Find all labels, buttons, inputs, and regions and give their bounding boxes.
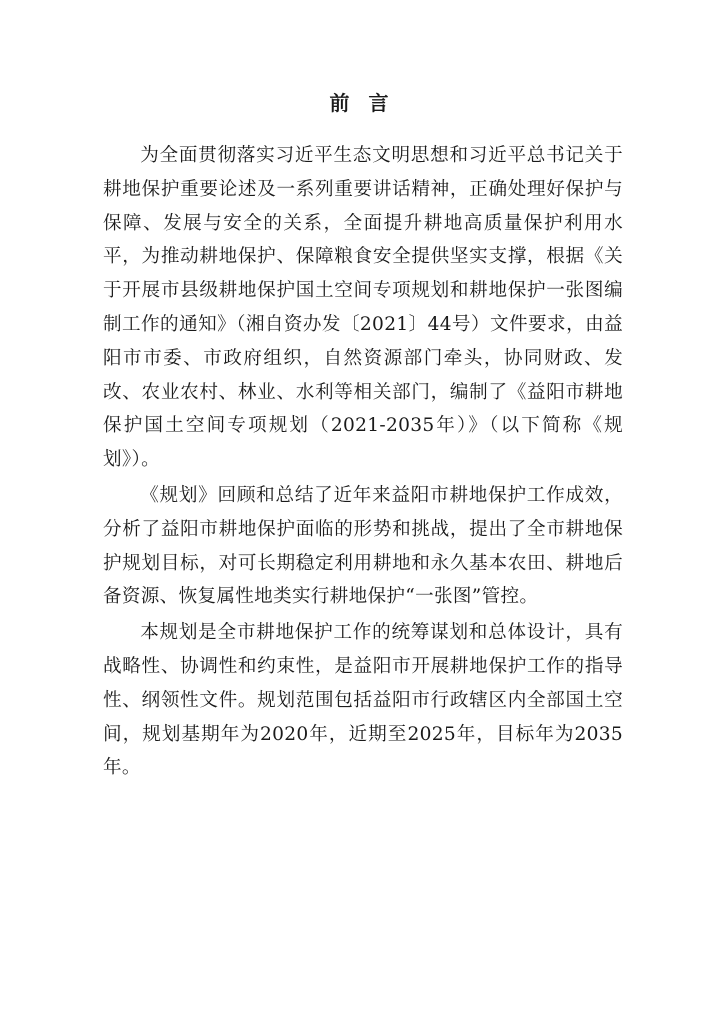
paragraph-review: 《规划》回顾和总结了近年来益阳市耕地保护工作成效，分析了益阳市耕地保护面临的形势和挑战，提出了全市耕地保护规划目标，对可长期稳定利用耕地和永久基本农田、耕地后备资源、恢复属性地类实行耕地保护“一张图”管控。: [103, 484, 623, 608]
document-body: [103, 139, 623, 787]
page-title: 前 言: [329, 91, 395, 115]
paragraph-scope: 本规划是全市耕地保护工作的统筹谋划和总体设计，具有战略性、协调性和约束性，是益阳市开展耕地保护工作的指导性、纲领性文件。规划范围包括益阳市行政辖区内全部国土空间，规划基期年为2020年，近期至2025年，目标年为2035年。: [103, 622, 623, 779]
paragraph-intro: 为全面贯彻落实习近平生态文明思想和习近平总书记关于耕地保护重要论述及一系列重要讲话精神，正确处理好保护与保障、发展与安全的关系，全面提升耕地高质量保护利用水平，为推动耕地保护、保障粮食安全提供坚实支撑，根据《关于开展市县级耕地保护国土空间专项规划和耕地保护一张图编制工作的通知》（湘自资办发〔2021〕44号）文件要求，由益阳市市委、市政府组织，自然资源部门牵头，协同财政、发改、农业农村、林业、水利等相关部门，编制了《益阳市耕地保护国土空间专项规划（2021-2035年）》（以下简称《规划》）。: [103, 145, 623, 471]
